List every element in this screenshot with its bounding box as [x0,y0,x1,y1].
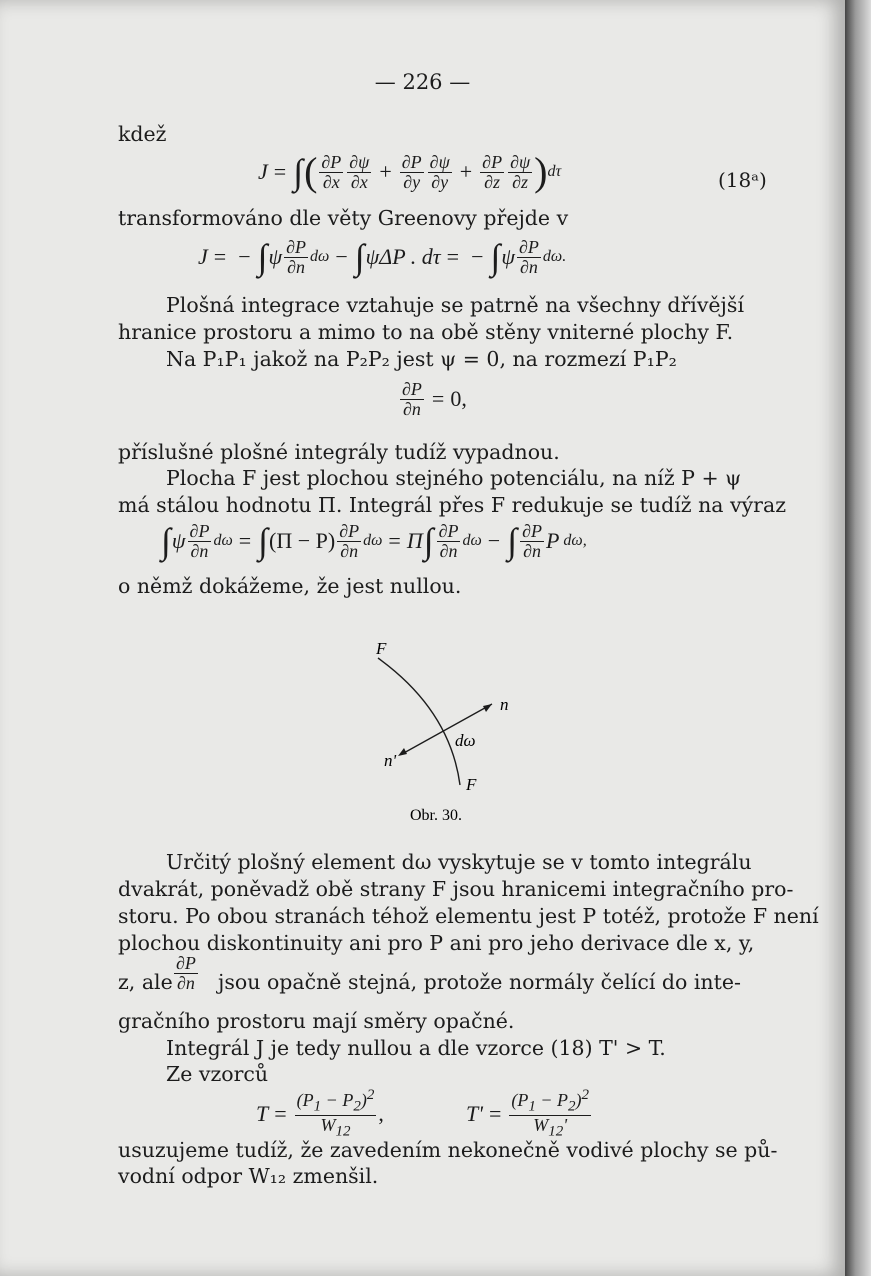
text-p3: storu. Po obou stranách téhož elementu jest P totéž, protože F není [118,904,819,928]
label-domega: dω [455,731,476,750]
text-p8: Ze vzorců [166,1062,269,1086]
text-p2: dvakrát, poněvadž obě strany F jsou hranicemi integračního pro- [118,877,794,901]
text-p6: gračního prostoru mají směry opačné. [118,1009,515,1033]
text-p4: plochou diskontinuity ani pro P ani pro jeho derivace dle x, y, [118,931,755,955]
figure-30 [340,630,540,830]
arrow-n-prime-icon [398,748,407,756]
label-f-top: F [376,639,387,658]
equation-green: J = − ∫ ψ $\frac{\partial P}{\partial n}$ dω − ∫ ψΔP . dτ = − ∫ ψ $\frac{\partial P}{\partial n}$ dω. [198,237,567,278]
text-na-line: Na P₁P₁ jakož na P₂P₂ jest ψ = 0, na rozmezí P₁P₂ [166,347,677,371]
text-p10: vodní odpor W₁₂ zmenšil. [118,1164,379,1188]
label-n-prime: n' [384,751,397,770]
text-p5a: z, ale [118,970,173,994]
text-o-nemz: o němž dokážeme, že jest nullou. [118,574,462,598]
label-f-bottom: F [466,775,477,794]
text-transform: transformováno dle věty Greenovy přejde v [118,206,569,230]
text-p9: usuzujeme tudíž, že zavedením nekonečně vodivé plochy se pů- [118,1138,778,1162]
text-prislusne: příslušné plošné integrály tudíž vypadnou. [118,440,560,464]
text-p7: Integrál J je tedy nullou a dle vzorce (18) T' > T. [166,1036,666,1060]
text-plocha-2: má stálou hodnotu Π. Integrál přes F redukuje se tudíž na výraz [118,493,786,517]
text-plocha-1: Plocha F jest plochou stejného potenciálu, na níž P + ψ [166,466,742,490]
equation-surface-integral: ∫ ψ $\frac{\partial P}{\partial n}$ dω = ∫ (Π − P) $\frac{\partial P}{\partial n}$ dω = Π ∫ $\frac{\partial P}{\partial n}$ dω − ∫ $\frac{\partial P}{\partial n}$ P dω, [161,521,587,562]
arrow-n-icon [483,704,492,712]
inline-dp-dn: $\frac{\partial P}{\partial n}$ [176,953,196,993]
equation-t-prime: T' = $\frac{(P_1 - P_2)^2}{W_{12}'}$ [466,1087,590,1140]
page-number: — 226 — [374,70,471,94]
equation-number: (18ᵃ) [718,168,767,192]
book-gutter [845,0,871,1276]
text-plosna-1: Plošná integrace vztahuje se patrně na všechny dřívější [166,293,744,317]
figure-caption: Obr. 30. [410,807,462,824]
text-p5b: jsou opačně stejná, protože normály čelící do inte- [218,970,741,994]
text-plosna-2: hranice prostoru a mimo to na obě stěny vniterné plochy F. [118,320,734,344]
equation-dp-dn-zero: $\frac{\partial P}{\partial n}$ = 0, [402,379,467,419]
equation-t: T = $\frac{(P_1 - P_2)^2}{W_{12}}$ , [256,1087,384,1140]
text-p1: Určitý plošný element dω vyskytuje se v tomto integrálu [166,850,752,874]
equation-18a: J = ∫ ( $\frac{\partial P}{\partial x}$ $\frac{\partial\psi}{\partial x}$ + $\frac{\partial P}{\partial y}$ $\frac{\partial\psi}{\partial y}$ + $\frac{\partial P}{\partial z}$ $\frac{\partial\psi}{\partial z}$ ) dτ [258,149,562,194]
text-kdez: kdež [118,122,167,146]
label-n: n [500,695,509,714]
normal-line [402,704,492,754]
